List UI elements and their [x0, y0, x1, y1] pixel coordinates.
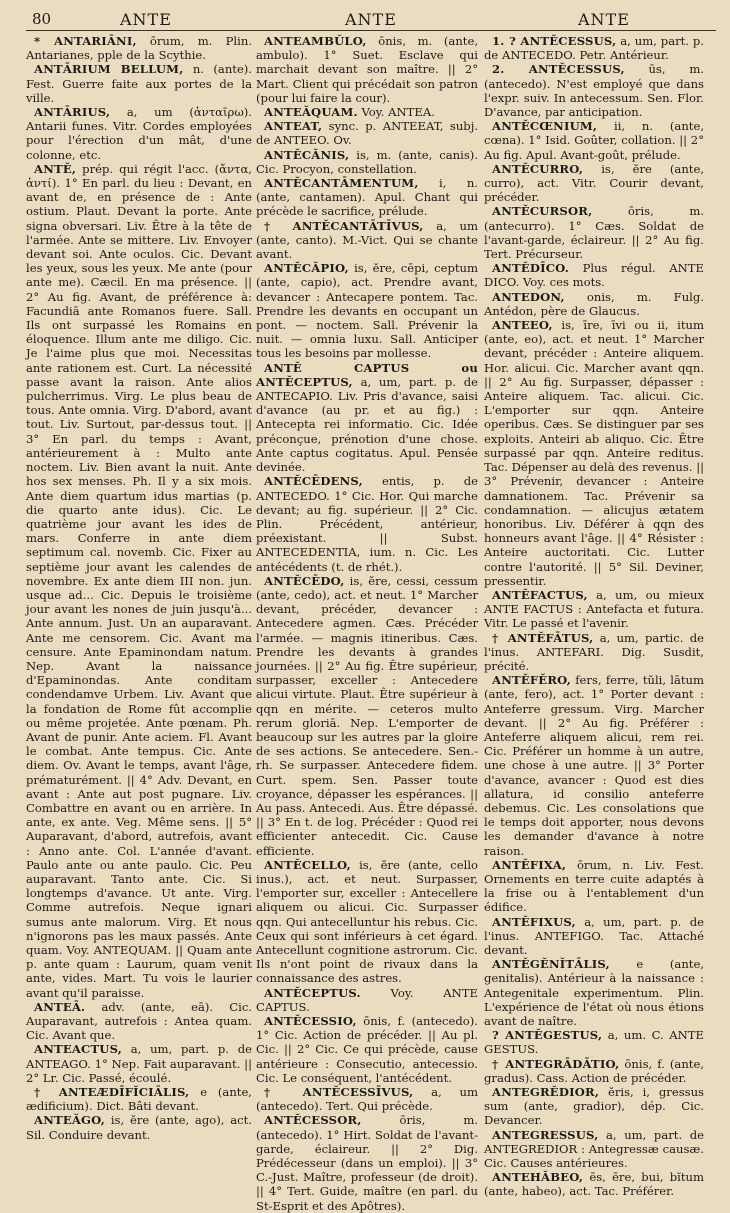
entry-headword: ANTĔ, — [34, 161, 77, 176]
entry-definition: a, um, part. p. de l'inus. ANTEFIGO. Tac. Attaché devant. — [484, 914, 704, 957]
entry-headword: ANTEDON, — [492, 289, 565, 304]
entry-definition: ii, n. (ante, cœna). 1° Isid. Goûter, collation. || 2° Au fig. Apul. Avant-goût, prélude. — [484, 119, 705, 162]
dictionary-entry — [484, 62, 704, 119]
dictionary-entry — [256, 1085, 478, 1113]
entry-definition: is, ĕre (ante, curro), act. Vitr. Courir devant, précéder. — [484, 161, 705, 205]
dictionary-entry — [484, 915, 704, 958]
entry-definition: ōris, m. (antecurro). 1° Cæs. Soldat de l'avant-garde, éclaireur. || 2° Au fig. Tert. Précurseur. — [484, 204, 705, 262]
entry-headword: ANTĔCESSOR, — [264, 1113, 362, 1128]
entry-headword: ANTĔCĒDENS, — [264, 474, 363, 489]
entry-definition: e (ante, genitalis). Antérieur à la naissance : Antegenitale experimentum. Plin. L'expérience de l'état où nous étions avant de naître. — [484, 957, 704, 1029]
dictionary-entry — [26, 62, 252, 105]
entry-definition: adv. (ante, eā). Cic. Auparavant, autrefois : Antea quam. Cic. Avant que. — [26, 999, 252, 1043]
entry-headword: † ANTEGRĀDĀTIO, — [492, 1056, 620, 1071]
entry-definition: ōnis, f. (ante, gradus). Cass. Action de précéder. — [484, 1056, 704, 1085]
entry-headword: ANTĔFIXUS, — [492, 914, 576, 929]
dictionary-entry — [484, 162, 704, 205]
dictionary-entry — [26, 162, 252, 1000]
dictionary-entry — [26, 1085, 252, 1113]
dictionary-entry — [256, 361, 478, 475]
dictionary-entry — [256, 986, 478, 1014]
entry-headword: ANTĔFĔRO, — [492, 673, 572, 688]
dictionary-entry — [484, 261, 704, 289]
dictionary-entry — [256, 34, 478, 105]
dictionary-entry — [484, 318, 704, 588]
entry-definition: a, um (ἀνταῖρω). Antarii funes. Vitr. Cordes employées pour l'érection d'un mât, d'une colonne, etc. — [26, 105, 252, 162]
entry-headword: ANTĔ CAPTUS ou ANTĔCEPTUS, — [256, 360, 478, 389]
entry-definition: a, um, partic. de l'inus. ANTEFARI. Dig. Susdit, précité. — [484, 630, 705, 673]
entry-headword: ANTĔCEPTUS. — [264, 985, 361, 1000]
entry-headword: ANTĔFIXA, — [492, 857, 567, 872]
dictionary-entry — [256, 148, 478, 176]
entry-definition: onis, m. Fulg. Antédon, père de Glaucus. — [484, 289, 704, 318]
entry-headword: ANTĔCANTĀMENTUM, — [264, 176, 419, 191]
entry-headword: * ANTARIĀNI, — [34, 34, 137, 48]
dictionary-entry — [484, 1128, 704, 1171]
entry-headword: ANTĔGĔNĬTĀLIS, — [492, 957, 610, 972]
entry-headword: ANTEGRESSUS, — [492, 1127, 599, 1142]
dictionary-entry — [256, 858, 478, 986]
entry-definition: ēs, ēre, bui, bĭtum (ante, habeo), act. Tac. Préférer. — [484, 1170, 704, 1199]
column-3 — [484, 34, 705, 1199]
entry-headword: † ANTĔCANTĀTĪVUS, — [264, 218, 424, 233]
running-headword-center: ANTE — [345, 10, 397, 29]
entry-headword: ANTEĂQUAM. — [264, 105, 358, 120]
entry-headword: ANTĔCESSIO, — [264, 1014, 357, 1029]
column-2 — [256, 34, 479, 1213]
entry-definition: prép. qui régit l'acc. (ἄντα, ἀντί). 1° En parl. du lieu : Devant, en avant de, en présence de : Ante ostium. Plaut. Devant la porte. Ante signa obversari. Liv. Être à la tête de l'armée. Ante se mittere. Liv. Envoyer devant soi. Ante oculos. Cic. Devant les yeux, sous les yeux. Me ante (pour ante me). Cæcil. En ma présence. || 2° Au fig. Avant, de préférence à: Facundiā ante Romanos fuere. Sall. Ils ont surpassé les Romains en éloquence. Illum ante me diligo. Cic. Je l'aime plus que moi. Necessitas ante rationem est. Curt. La nécessité passe avant la raison. Ante alios pulcherrimus. Virg. Le plus beau de tous. Ante omnia. Virg. D'abord, avant tout. Liv. Surtout, par-dessus tout. || 3° En parl. du temps : Avant, antérieurement à : Multo ante noctem. Liv. Bien avant la nuit. Ante hos sex menses. Ph. Il y a six mois. Ante diem quartum idus martias (p. die quarto ante idus). Cic. Le quatrième jour avant les ides de mars. Conferre in ante diem septimum cal. novemb. Cic. Fixer au septième jour avant les calendes de novembre. Ex ante diem III non. jun. usque ad... Cic. Depuis le troisième jour avant les nones de juin jusqu'à... Ante annum. Just. Un an auparavant. Ante me censorem. Cic. Avant ma censure. Ante Epaminondam natum. Nep. Avant la naissance d'Epaminondas. Ante conditam condendamve Urbem. Liv. Avant que la fondation de Rome fût accomplie ou même projetée. Ante pœnam. Ph. Avant de punir. Ante aciem. Fl. Avant le combat. Ante tempus. Cic. Ante diem. Ov. Avant le temps, avant l'âge, prématurément. || 4° Adv. Devant, en avant : Ante aut post pugnare. Liv. Combattre en avant ou en arrière. In ante, ex ante. Veg. Même sens. || 5° Auparavant, d'abord, autrefois, avant : Anno ante. Col. L'année d'avant. Paulo ante ou ante paulo. Cic. Peu auparavant. Tanto ante. Cic. Si longtemps d'avance. Ut ante. Virg. Comme autrefois. Neque ignari sumus ante malorum. Virg. Et nous n'ignorons pas les maux passés. Ante quam. Voy. ANTEQUAM. || Quam ante p. ante quam : Laurum, quam venit ante, vides. Mart. Tu vois le laurier avant qu'il paraisse. — [26, 161, 252, 1000]
page-header — [0, 6, 730, 30]
entry-headword: ANTĀRIUM BELLUM, — [34, 62, 184, 77]
dictionary-entry — [484, 34, 704, 62]
header-rule — [26, 30, 716, 31]
entry-definition: Voy. ANTEA. — [361, 105, 435, 120]
entry-definition: n. (ante). Fest. Guerre faite aux portes de la ville. — [26, 62, 253, 105]
dictionary-entry — [484, 1085, 704, 1128]
entry-headword: ANTĔCĂPIO, — [264, 261, 349, 276]
dictionary-entry — [256, 219, 478, 262]
entry-definition: ōrum, n. Liv. Fest. Ornements en terre cuite adaptés à la frise ou à l'entablement d'un édifice. — [484, 857, 704, 915]
entry-definition: a, um (antecedo). Tert. Qui précède. — [256, 1085, 478, 1114]
entry-definition: is, m. (ante, canis). Cic. Procyon, constellation. — [256, 147, 478, 176]
entry-headword: ANTĔCURRO, — [492, 161, 584, 176]
entry-definition: a, um, part. p. de ANTEAGO. 1° Nep. Fait auparavant. || 2° Lr. Cic. Passé, écoulé. — [26, 1042, 252, 1085]
entry-definition: a, um, ou mieux ANTE FACTUS : Antefacta et futura. Vitr. Le passé et l'avenir. — [484, 587, 704, 631]
entry-definition: Voy. ANTE CAPTUS. — [256, 985, 478, 1014]
entry-definition: entis, p. de ANTECEDO. 1° Cic. Hor. Qui marche devant; au fig. supérieur. || 2° Cic. Plin. Précédent, antérieur, préexistant. || Subst. ANTECEDENTIA, ium. n. Cic. Les antécédents (t. de rhét.). — [256, 474, 478, 574]
entry-headword: ANTEĀ. — [34, 999, 86, 1014]
dictionary-entry — [256, 574, 478, 858]
dictionary-entry — [26, 1113, 252, 1141]
dictionary-entry — [26, 34, 252, 62]
entry-definition: is, ĕre (ante, cello inus.), act. et neut. Surpasser, l'emporter sur, exceller : Antecellere aliquem ou alicui. Cic. Surpasser qqn. Qui antecelluntur his rebus. Cic. Ceux qui sont inférieurs à cet égard. Antecellunt cognitione astrorum. Cic. Ils n'ont point de rivaux dans la connaissance des astres. — [256, 857, 479, 986]
entry-definition: is, ĕre, cēpi, ceptum (ante, capio), act. Prendre avant, devancer : Antecapere pontem. Tac. Prendre les devants en occupant un pont. — noctem. Sall. Prévenir la nuit. — omnia luxu. Sall. Anticiper tous les besoins par mollesse. — [256, 261, 478, 361]
entry-headword: ? ANTĔGESTUS, — [492, 1028, 603, 1043]
entry-definition: sync. p. ANTEEAT, subj. de ANTEEO. Ov. — [256, 119, 478, 148]
entry-headword: † ANTĔCESSĪVUS, — [264, 1085, 414, 1100]
dictionary-entry — [484, 204, 704, 261]
dictionary-entry — [484, 1028, 704, 1056]
entry-headword: 2. ANTĔCESSUS, — [492, 62, 625, 77]
dictionary-entry — [484, 858, 704, 915]
dictionary-entry — [26, 1042, 252, 1085]
dictionary-entry — [484, 1170, 704, 1198]
entry-headword: ANTEEO, — [492, 318, 553, 333]
entry-headword: ANTĔCĒDO, — [264, 573, 345, 588]
entry-headword: ANTĔDĪCO. — [492, 261, 570, 276]
entry-headword: 1. ? ANTĔCESSUS, — [492, 34, 617, 48]
dictionary-entry — [26, 105, 252, 162]
entry-definition: Plus régul. ANTE DICO. Voy. ces mots. — [484, 261, 704, 290]
entry-definition: fers, ferre, tŭli, lātum (ante, fero), act. 1° Porter devant : Anteferre gressum. Virg. Marcher devant. || 2° Au fig. Préférer : Anteferre aliquem alicui, rem rei. Cic. Préférer un homme à un autre, une chose à une autre. || 3° Porter d'avance, avancer : Quod est dies allatura, id consilio anteferre debemus. Cic. Les consolations que le temps doit apporter, nous devons les demander d'avance à notre raison. — [484, 673, 705, 858]
entry-headword: ANTEACTUS, — [34, 1042, 123, 1057]
entry-definition: a, um, part. p. de ANTECAPIO. Liv. Pris d'avance, saisi d'avance (au pr. et au fig.) : Antecepta rei informatio. Cic. Idée préconçue, prénotion d'une chose. Ante captus cogitatus. Apul. Pensée devinée. — [256, 374, 478, 475]
entry-definition: ōnis, f. (antecedo). 1° Cic. Action de précéder. || Au pl. Cic. || 2° Cic. Ce qui précède, cause antérieure : Consecutio, antecessio. Cic. Le conséquent, l'antécédent. — [256, 1014, 478, 1085]
dictionary-entry — [484, 673, 704, 858]
entry-headword: ANTEHĂBEO, — [492, 1170, 584, 1185]
running-headword-right: ANTE — [578, 10, 630, 29]
entry-definition: ūs, m. (antecedo). N'est employé que dans l'expr. suiv. In antecessum. Sen. Flor. D'avance, par anticipation. — [484, 62, 704, 120]
dictionary-entry — [484, 588, 704, 631]
entry-headword: ANTĔCĂNIS, — [264, 147, 350, 162]
dictionary-entry — [484, 290, 704, 318]
entry-headword: ANTEAT, — [264, 119, 323, 134]
entry-definition: ōris, m. (antecedo). 1° Hirt. Soldat de l'avant-garde, éclaireur. || 2° Dig. Prédécesseur (dans un emploi). || 3° C.-Just. Maître, professeur (de droit). || 4° Tert. Guide, maître (en parl. du St-Esprit et des Apôtres). — [256, 1113, 479, 1213]
entry-definition: is, īre, īvi ou ii, itum (ante, eo), act. et neut. 1° Marcher devant, précéder : Anteire aliquem. Hor. alicui. Cic. Marcher avant qqn. || 2° Au fig. Surpasser, dépasser : Anteire aliquem. Tac. alicui. Cic. L'emporter sur qqn. Anteire operibus. Cæs. Se distinguer par ses exploits. Anteiri ab aliquo. Cic. Être surpassé par qqn. Anteire reditus. Tac. Dépenser au delà des revenus. || 3° Prévenir, devancer : Anteire damnationem. Tac. Prévenir sa condamnation. — alicujus ætatem honoribus. Liv. Déférer à qqn des honneurs avant l'âge. || 4° Résister : Anteire auctoritati. Cic. Lutter contre l'autorité. || 5° Sil. Deviner, pressentir. — [484, 318, 705, 588]
entry-headword: † ANTĔFĀTUS, — [492, 630, 594, 645]
entry-definition: e (ante, ædificium). Dict. Bâti devant. — [26, 1085, 252, 1114]
entry-headword: ANTEĂGO, — [34, 1113, 106, 1128]
entry-definition: is, ĕre, cessi, cessum (ante, cedo), act. et neut. 1° Marcher devant, précéder, devancer : Antecedere agmen. Cæs. Précéder l'armée. — magnis itineribus. Cæs. Prendre les devants à grandes journées. || 2° Au fig. Être supérieur, surpasser, exceller : Antecedere alicui virtute. Plaut. Être supérieur à qqn en mérite. — ceteros multo rerum gloriā. Nep. L'emporter de beaucoup sur les autres par la gloire de ses actions. Se antecedere. Sen.-rh. Se surpasser. Antecedere fidem. Curt. spem. Sen. Passer toute croyance, dépasser les espérances. || Au pass. Antecedi. Aus. Être dépassé. || 3° En t. de log. Précéder : Quod rei efficienter antecedit. Cic. Cause efficiente. — [256, 573, 478, 858]
dictionary-entry — [256, 261, 478, 360]
running-headword-left: ANTE — [120, 10, 172, 29]
entry-definition: a, um. C. ANTE GESTUS. — [484, 1028, 705, 1057]
entry-headword: † ANTEÆDĪFĬCIĀLIS, — [34, 1085, 190, 1100]
entry-definition: ĕris, i, gressus sum (ante, gradior), dép. Cic. Devancer. — [484, 1085, 705, 1128]
entry-headword: ANTĔCELLO, — [264, 857, 351, 872]
dictionary-entry — [256, 119, 478, 147]
entry-definition: a, um, part. p. de ANTECEDO. Petr. Antérieur. — [484, 34, 705, 63]
entry-definition: i, n. (ante, cantamen). Apul. Chant qui précède le sacrifice, prélude. — [256, 176, 478, 219]
entry-headword: ANTEAMBŬLO, — [264, 34, 367, 48]
dictionary-entry — [256, 1113, 478, 1212]
entry-headword: ANTEGRĔDIOR, — [492, 1085, 600, 1100]
entry-headword: ANTĀRIUS, — [34, 105, 111, 120]
dictionary-entry — [256, 474, 478, 573]
page-number: 80 — [32, 10, 52, 28]
dictionary-entry — [256, 1014, 478, 1085]
dictionary-entry — [484, 119, 704, 162]
entry-definition: a, um, part. de ANTEGREDIOR : Antegressæ causæ. Cic. Causes antérieures. — [484, 1127, 704, 1171]
entry-headword: ANTĔFACTUS, — [492, 587, 588, 602]
entry-definition: ōrum, m. Plin. Antarianes, pple de la Scythie. — [26, 34, 253, 63]
dictionary-entry — [256, 105, 478, 119]
dictionary-entry — [484, 1057, 704, 1085]
dictionary-entry — [484, 631, 704, 674]
entry-definition: a, um (ante, canto). M.-Vict. Qui se chante avant. — [256, 218, 479, 262]
dictionary-entry — [256, 176, 478, 219]
entry-definition: ōnis, m. (ante, ambulo). 1° Suet. Esclave qui marchait devant son maître. || 2° Mart. Client qui précédait son patron (pour lui faire la cour). — [256, 34, 478, 105]
entry-definition: is, ĕre (ante, ago), act. Sil. Conduire devant. — [26, 1113, 253, 1142]
dictionary-entry — [484, 957, 704, 1028]
dictionary-entry — [26, 1000, 252, 1043]
entry-headword: ANTĔCŒNIUM, — [492, 119, 598, 134]
entry-headword: ANTĔCURSOR, — [492, 204, 593, 219]
column-1 — [26, 34, 253, 1142]
